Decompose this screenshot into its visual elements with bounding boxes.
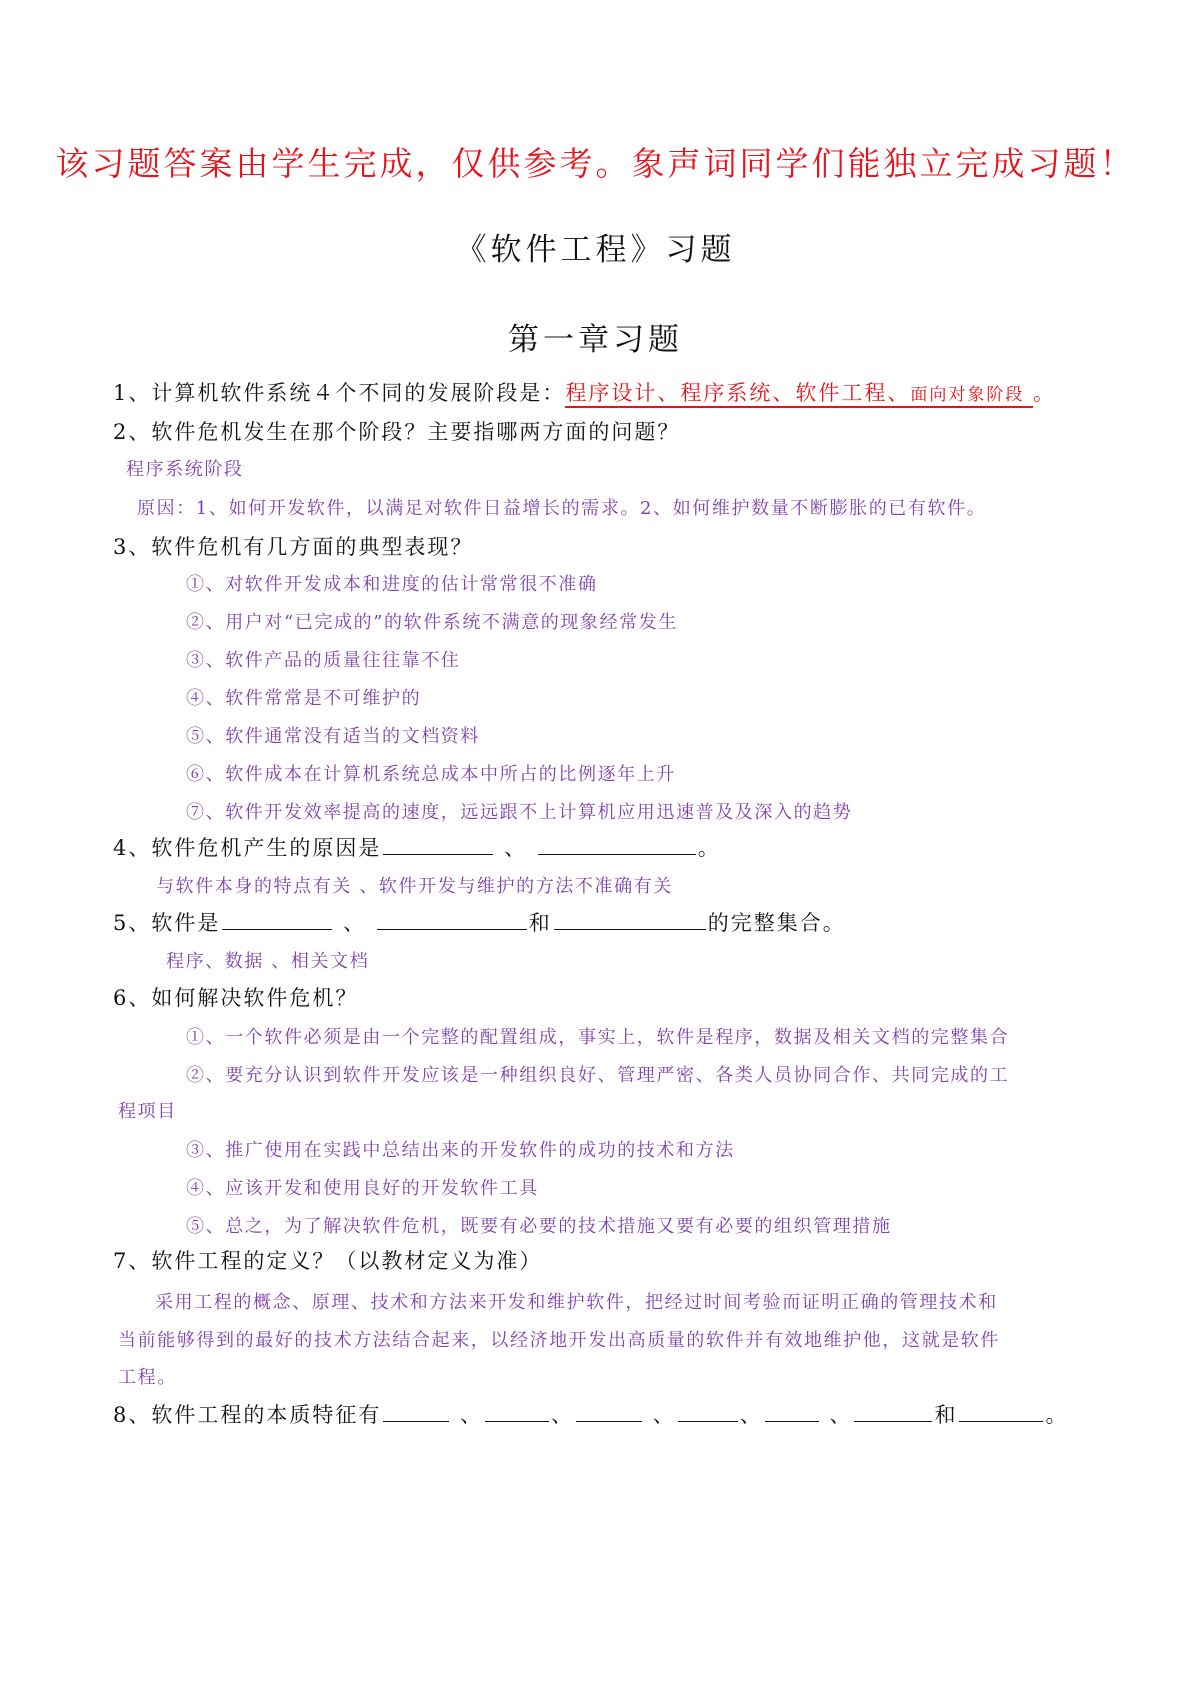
question-4-answer: 与软件本身的特点有关 、软件开发与维护的方法不准确有关: [156, 876, 673, 897]
fill-blank[interactable]: [538, 832, 696, 855]
question-6-item: ②、要充分认识到软件开发应该是一种组织良好、管理严密、各类人员协同合作、共同完成的工: [186, 1065, 1010, 1086]
fill-blank[interactable]: [765, 1399, 819, 1422]
separator: 、: [739, 1403, 763, 1427]
question-4-text: 4、软件危机产生的原因是: [113, 836, 382, 860]
question-1: [113, 378, 1056, 410]
fill-blank[interactable]: [554, 907, 706, 930]
chapter-heading: 第一章习题: [508, 322, 683, 358]
question-5: [113, 907, 846, 938]
question-7-answer-line: 采用工程的概念、原理、技术和方法来开发和维护软件，把经过时间考验而证明正确的管理技术和: [155, 1292, 998, 1313]
fill-blank[interactable]: [383, 1399, 449, 1422]
question-6-item: ⑤、总之，为了解决软件危机，既要有必要的技术措施又要有必要的组织管理措施: [186, 1216, 892, 1237]
fill-blank[interactable]: [222, 907, 332, 930]
fill-blank[interactable]: [959, 1399, 1043, 1422]
banner-notice: 该习题答案由学生完成，仅供参考。象声词同学们能独立完成习题！: [55, 144, 1136, 183]
question-3-item: ④、软件常常是不可维护的: [186, 688, 422, 709]
question-8-text: 8、软件工程的本质特征有: [113, 1403, 382, 1427]
question-8-end: 。: [1045, 1403, 1069, 1427]
fill-blank[interactable]: [377, 907, 527, 930]
conjunction: 和: [934, 1403, 958, 1427]
question-3-item: ⑤、软件通常没有适当的文档资料: [186, 726, 480, 747]
question-5-answer: 程序、数据 、相关文档: [166, 951, 370, 972]
question-2-answer-stage: 程序系统阶段: [126, 459, 244, 480]
question-6-item-continuation: 程项目: [118, 1101, 177, 1122]
question-7-answer-line: 工程。: [118, 1367, 177, 1388]
fill-blank[interactable]: [485, 1399, 549, 1422]
fill-blank[interactable]: [383, 832, 493, 855]
question-3-item: ③、软件产品的质量往往靠不住: [186, 650, 461, 671]
fill-blank[interactable]: [678, 1399, 738, 1422]
question-6-item: ①、一个软件必须是由一个完整的配置组成，事实上，软件是程序，数据及相关文档的完整集合: [186, 1027, 1010, 1048]
separator: 、: [829, 1403, 853, 1427]
question-7: 7、软件工程的定义？（以教材定义为准）: [113, 1249, 543, 1273]
separator: 、: [343, 911, 367, 935]
question-5-text: 5、软件是: [113, 911, 221, 935]
question-5-end: 的完整集合。: [707, 911, 846, 935]
question-1-text: 1、计算机软件系统４个不同的发展阶段是：: [113, 381, 566, 405]
separator: 、: [652, 1403, 676, 1427]
question-3-item: ①、对软件开发成本和进度的估计常常很不准确: [186, 574, 598, 595]
separator: 、: [551, 1403, 575, 1427]
question-2-answer-reasons: 原因：1、如何开发软件，以满足对软件日益增长的需求。2、如何维护数量不断膨胀的已有软件。: [137, 498, 987, 519]
conjunction: 和: [528, 911, 552, 935]
question-3-item: ②、用户对“已完成的”的软件系统不满意的现象经常发生: [186, 612, 679, 633]
question-6: 6、如何解决软件危机？: [113, 986, 359, 1010]
fill-blank[interactable]: [854, 1399, 932, 1422]
question-4-end: 。: [697, 836, 721, 860]
question-3-item: ⑦、软件开发效率提高的速度，远远跟不上计算机应用迅速普及及深入的趋势: [186, 802, 853, 823]
question-8: [113, 1399, 1068, 1430]
separator: 、: [504, 836, 528, 860]
question-6-item: ③、推广使用在实践中总结出来的开发软件的成功的技术和方法: [186, 1140, 735, 1161]
fill-blank[interactable]: [576, 1399, 642, 1422]
question-3: 3、软件危机有几方面的典型表现？: [113, 535, 474, 559]
question-7-answer-line: 当前能够得到的最好的技术方法结合起来，以经济地开发出高质量的软件并有效地维护他，这就是软件: [118, 1330, 1000, 1351]
question-2: 2、软件危机发生在那个阶段？主要指哪两方面的问题？: [113, 420, 681, 444]
document-title: 《软件工程》习题: [455, 232, 736, 268]
question-1-answer: 程序设计、程序系统、软件工程、面向对象阶段: [565, 381, 1033, 408]
question-6-item: ④、应该开发和使用良好的开发软件工具: [186, 1178, 539, 1199]
separator: 、: [460, 1403, 484, 1427]
question-3-item: ⑥、软件成本在计算机系统总成本中所占的比例逐年上升: [186, 764, 676, 785]
question-1-end: 。: [1033, 381, 1057, 405]
question-4: [113, 832, 721, 863]
